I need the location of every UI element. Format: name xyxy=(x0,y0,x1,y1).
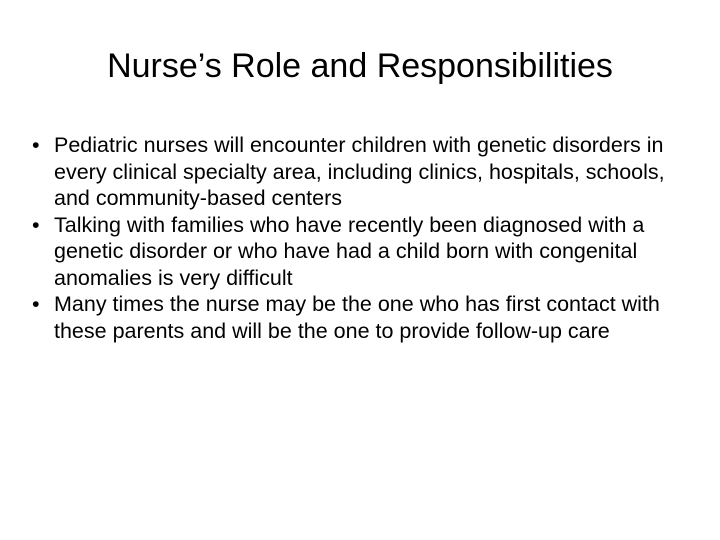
bullet-list xyxy=(32,132,672,344)
bullet-item-2 xyxy=(32,212,672,292)
bullet-icon: • xyxy=(32,212,40,237)
slide-title: Nurse’s Role and Responsibilities xyxy=(107,47,613,85)
bullet-text-1: Pediatric nurses will encounter children with genetic disorders in every clinical specialty area, including clinics, hospitals, schools, and community-based centers xyxy=(54,133,665,210)
bullet-item-1 xyxy=(32,132,672,212)
bullet-item-3 xyxy=(32,291,672,344)
bullet-text-2: Talking with families who have recently been diagnosed with a genetic disorder or who have had a child born with congenital anomalies is very difficult xyxy=(54,212,645,290)
bullet-text-3: Many times the nurse may be the one who has first contact with these parents and will be the one to provide follow-up care xyxy=(54,292,660,343)
bullet-icon: • xyxy=(32,133,40,157)
bullet-icon: • xyxy=(32,292,40,316)
